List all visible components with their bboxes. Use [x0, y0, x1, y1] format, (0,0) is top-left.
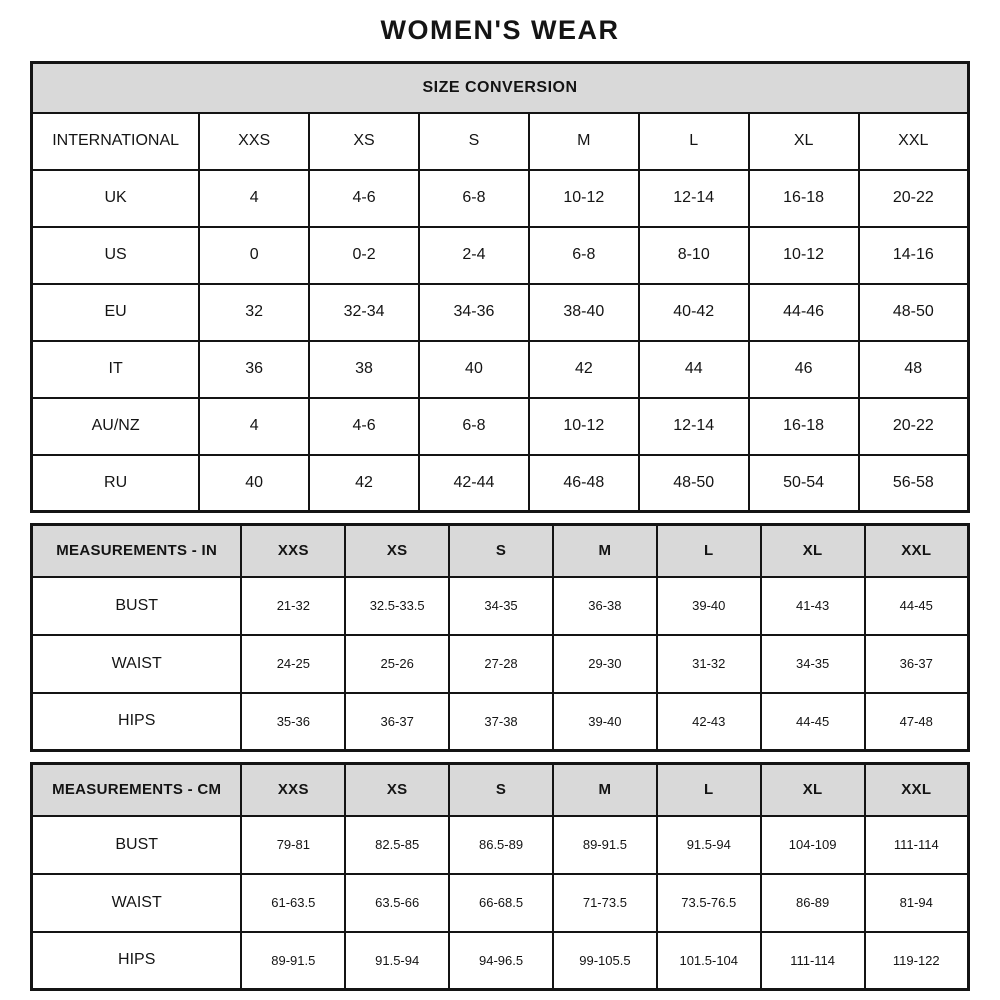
table-row — [32, 577, 969, 635]
row-label: US — [32, 227, 200, 284]
value-cell: 0-2 — [309, 227, 419, 284]
value-cell: 4 — [199, 170, 309, 227]
column-header: XXL — [865, 764, 969, 816]
column-header: XS — [345, 764, 449, 816]
value-cell: 36 — [199, 341, 309, 398]
header-row — [32, 113, 969, 170]
header-row — [32, 525, 969, 577]
column-header: XXL — [865, 525, 969, 577]
column-header: XXS — [241, 764, 345, 816]
value-cell: 16-18 — [749, 398, 859, 455]
value-cell: 48-50 — [639, 455, 749, 512]
value-cell: 36-37 — [345, 693, 449, 751]
measurements-cm-table — [30, 762, 970, 991]
value-cell: 81-94 — [865, 874, 969, 932]
size-conversion-table — [30, 61, 970, 513]
value-cell: 35-36 — [241, 693, 345, 751]
value-cell: 44 — [639, 341, 749, 398]
value-cell: 42-43 — [657, 693, 761, 751]
value-cell: 91.5-94 — [345, 932, 449, 990]
value-cell: 21-32 — [241, 577, 345, 635]
column-header: L — [657, 764, 761, 816]
column-header: XXL — [859, 113, 969, 170]
value-cell: 42 — [309, 455, 419, 512]
value-cell: 20-22 — [859, 398, 969, 455]
column-header: S — [449, 525, 553, 577]
value-cell: 56-58 — [859, 455, 969, 512]
value-cell: 40 — [199, 455, 309, 512]
value-cell: 2-4 — [419, 227, 529, 284]
table-row — [32, 874, 969, 932]
value-cell: 89-91.5 — [553, 816, 657, 874]
value-cell: 29-30 — [553, 635, 657, 693]
row-label: AU/NZ — [32, 398, 200, 455]
value-cell: 94-96.5 — [449, 932, 553, 990]
column-header: XXS — [199, 113, 309, 170]
value-cell: 44-45 — [865, 577, 969, 635]
column-header: XL — [749, 113, 859, 170]
value-cell: 34-35 — [449, 577, 553, 635]
column-header: M — [553, 525, 657, 577]
table-row — [32, 227, 969, 284]
value-cell: 46-48 — [529, 455, 639, 512]
column-header: M — [529, 113, 639, 170]
value-cell: 32-34 — [309, 284, 419, 341]
corner-header: MEASUREMENTS - CM — [32, 764, 242, 816]
row-label: RU — [32, 455, 200, 512]
row-label: IT — [32, 341, 200, 398]
value-cell: 0 — [199, 227, 309, 284]
table-row — [32, 455, 969, 512]
value-cell: 111-114 — [761, 932, 865, 990]
value-cell: 31-32 — [657, 635, 761, 693]
value-cell: 24-25 — [241, 635, 345, 693]
measurements-in-table — [30, 523, 970, 752]
column-header: L — [639, 113, 749, 170]
column-header: XS — [345, 525, 449, 577]
value-cell: 63.5-66 — [345, 874, 449, 932]
column-header: XL — [761, 764, 865, 816]
row-label: UK — [32, 170, 200, 227]
column-header: S — [419, 113, 529, 170]
measurements-cm — [30, 762, 970, 991]
page-title: WOMEN'S WEAR — [380, 15, 620, 45]
table-row — [32, 693, 969, 751]
value-cell: 36-37 — [865, 635, 969, 693]
value-cell: 48-50 — [859, 284, 969, 341]
column-header: XL — [761, 525, 865, 577]
table-row — [32, 170, 969, 227]
value-cell: 25-26 — [345, 635, 449, 693]
value-cell: 73.5-76.5 — [657, 874, 761, 932]
value-cell: 12-14 — [639, 170, 749, 227]
value-cell: 39-40 — [553, 693, 657, 751]
value-cell: 20-22 — [859, 170, 969, 227]
value-cell: 12-14 — [639, 398, 749, 455]
corner-header: MEASUREMENTS - IN — [32, 525, 242, 577]
value-cell: 50-54 — [749, 455, 859, 512]
value-cell: 34-36 — [419, 284, 529, 341]
column-header: INTERNATIONAL — [32, 113, 200, 170]
value-cell: 4-6 — [309, 170, 419, 227]
value-cell: 71-73.5 — [553, 874, 657, 932]
table-row — [32, 816, 969, 874]
value-cell: 104-109 — [761, 816, 865, 874]
value-cell: 89-91.5 — [241, 932, 345, 990]
value-cell: 111-114 — [865, 816, 969, 874]
column-header: XS — [309, 113, 419, 170]
value-cell: 99-105.5 — [553, 932, 657, 990]
size-conversion — [30, 61, 970, 513]
value-cell: 8-10 — [639, 227, 749, 284]
value-cell: 38 — [309, 341, 419, 398]
value-cell: 6-8 — [419, 170, 529, 227]
value-cell: 34-35 — [761, 635, 865, 693]
value-cell: 39-40 — [657, 577, 761, 635]
table-row — [32, 932, 969, 990]
value-cell: 101.5-104 — [657, 932, 761, 990]
value-cell: 10-12 — [749, 227, 859, 284]
column-header: L — [657, 525, 761, 577]
value-cell: 4 — [199, 398, 309, 455]
row-label: BUST — [32, 577, 242, 635]
value-cell: 44-46 — [749, 284, 859, 341]
value-cell: 86.5-89 — [449, 816, 553, 874]
table-row — [32, 284, 969, 341]
value-cell: 82.5-85 — [345, 816, 449, 874]
column-header: M — [553, 764, 657, 816]
value-cell: 6-8 — [419, 398, 529, 455]
header-row — [32, 764, 969, 816]
row-label: HIPS — [32, 932, 242, 990]
value-cell: 86-89 — [761, 874, 865, 932]
measurements-in — [30, 523, 970, 752]
table-banner: SIZE CONVERSION — [32, 63, 969, 113]
row-label: BUST — [32, 816, 242, 874]
row-label: WAIST — [32, 635, 242, 693]
value-cell: 44-45 — [761, 693, 865, 751]
row-label: EU — [32, 284, 200, 341]
column-header: XXS — [241, 525, 345, 577]
value-cell: 10-12 — [529, 398, 639, 455]
table-row — [32, 635, 969, 693]
value-cell: 91.5-94 — [657, 816, 761, 874]
value-cell: 61-63.5 — [241, 874, 345, 932]
value-cell: 27-28 — [449, 635, 553, 693]
value-cell: 38-40 — [529, 284, 639, 341]
value-cell: 40 — [419, 341, 529, 398]
value-cell: 32 — [199, 284, 309, 341]
value-cell: 14-16 — [859, 227, 969, 284]
value-cell: 6-8 — [529, 227, 639, 284]
value-cell: 40-42 — [639, 284, 749, 341]
row-label: WAIST — [32, 874, 242, 932]
value-cell: 47-48 — [865, 693, 969, 751]
value-cell: 48 — [859, 341, 969, 398]
value-cell: 41-43 — [761, 577, 865, 635]
value-cell: 46 — [749, 341, 859, 398]
value-cell: 37-38 — [449, 693, 553, 751]
value-cell: 36-38 — [553, 577, 657, 635]
value-cell: 42-44 — [419, 455, 529, 512]
value-cell: 79-81 — [241, 816, 345, 874]
table-row — [32, 341, 969, 398]
value-cell: 119-122 — [865, 932, 969, 990]
table-row — [32, 398, 969, 455]
value-cell: 42 — [529, 341, 639, 398]
value-cell: 10-12 — [529, 170, 639, 227]
value-cell: 4-6 — [309, 398, 419, 455]
value-cell: 32.5-33.5 — [345, 577, 449, 635]
value-cell: 16-18 — [749, 170, 859, 227]
row-label: HIPS — [32, 693, 242, 751]
column-header: S — [449, 764, 553, 816]
value-cell: 66-68.5 — [449, 874, 553, 932]
